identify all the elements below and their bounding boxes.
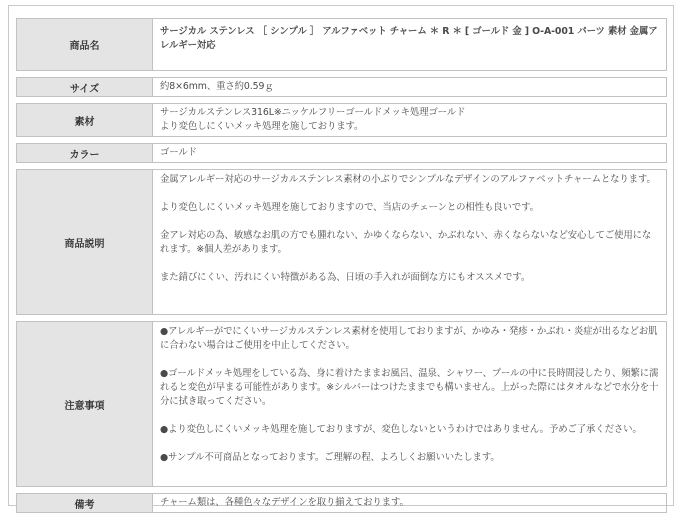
label-product-name: 商品名 <box>16 18 152 71</box>
row-description <box>16 169 667 315</box>
label-size: サイズ <box>16 77 152 97</box>
value-notes <box>152 321 667 487</box>
value-color: ゴールド <box>152 143 667 163</box>
row-material <box>16 103 667 137</box>
notes-paragraph: ●サンプル不可商品となっております。ご理解の程、よろしくお願いいたします。 <box>160 452 500 463</box>
product-spec-table <box>16 12 667 519</box>
description-paragraph: また錆びにくい、汚れにくい特徴がある為、日頃の手入れが面倒な方にもオススメです。 <box>160 272 531 283</box>
value-description <box>152 169 667 315</box>
label-remarks: 備考 <box>16 493 152 513</box>
label-description: 商品説明 <box>16 169 152 315</box>
label-color: カラー <box>16 143 152 163</box>
row-size <box>16 77 667 97</box>
description-paragraph: 金属アレルギー対応のサージカルステンレス素材の小ぶりでシンプルなデザインのアルファベットチャームとなります。 <box>160 174 656 185</box>
notes-paragraph: ●より変色しにくいメッキ処理を施しておりますが、変色しないというわけではありません。予めご了承ください。 <box>160 424 642 435</box>
row-product-name <box>16 18 667 71</box>
description-paragraph: より変色しにくいメッキ処理を施しておりますので、当店のチェーンとの相性も良いです。 <box>160 202 539 213</box>
value-remarks: チャーム類は、各種色々なデザインを取り揃えております。 <box>152 493 667 513</box>
notes-paragraph: ●ゴールドメッキ処理をしている為、身に着けたままお風呂、温泉、シャワー、プールの中に長時間浸したり、頻繁に濡れると変色が早まる可能性があります。※シルバーはつけたままでも構いません。上がった際にはタオルなどで水分を十分に拭き取ってください。 <box>160 368 659 407</box>
material-line: より変色しにくいメッキ処理を施しております。 <box>160 121 364 132</box>
notes-paragraph: ●アレルギーがでにくいサージカルステンレス素材を使用しておりますが、かゆみ・発疹・かぶれ・炎症が出るなどお肌に合わない場合はご使用を中止してください。 <box>160 326 658 351</box>
value-material <box>152 103 667 137</box>
material-line: サージカルステンレス316L※ニッケルフリーゴールドメッキ処理ゴールド <box>160 107 466 118</box>
row-remarks <box>16 493 667 513</box>
value-product-name: サージカル ステンレス ［ シンプル ］ アルファベット チャーム ＊ R ＊ [ ゴールド 金 ] O-A-001 パーツ 素材 金属アレルギー対応 <box>152 18 667 71</box>
label-material: 素材 <box>16 103 152 137</box>
label-notes: 注意事項 <box>16 321 152 487</box>
description-paragraph: 金アレ対応の為、敏感なお肌の方でも腫れない、かゆくならない、かぶれない、赤くならないなど安心してご使用になれます。※個人差があります。 <box>160 230 652 255</box>
row-notes <box>16 321 667 487</box>
value-size: 約8×6mm、重さ約0.59ｇ <box>152 77 667 97</box>
product-spec-panel <box>8 5 674 511</box>
row-color <box>16 143 667 163</box>
